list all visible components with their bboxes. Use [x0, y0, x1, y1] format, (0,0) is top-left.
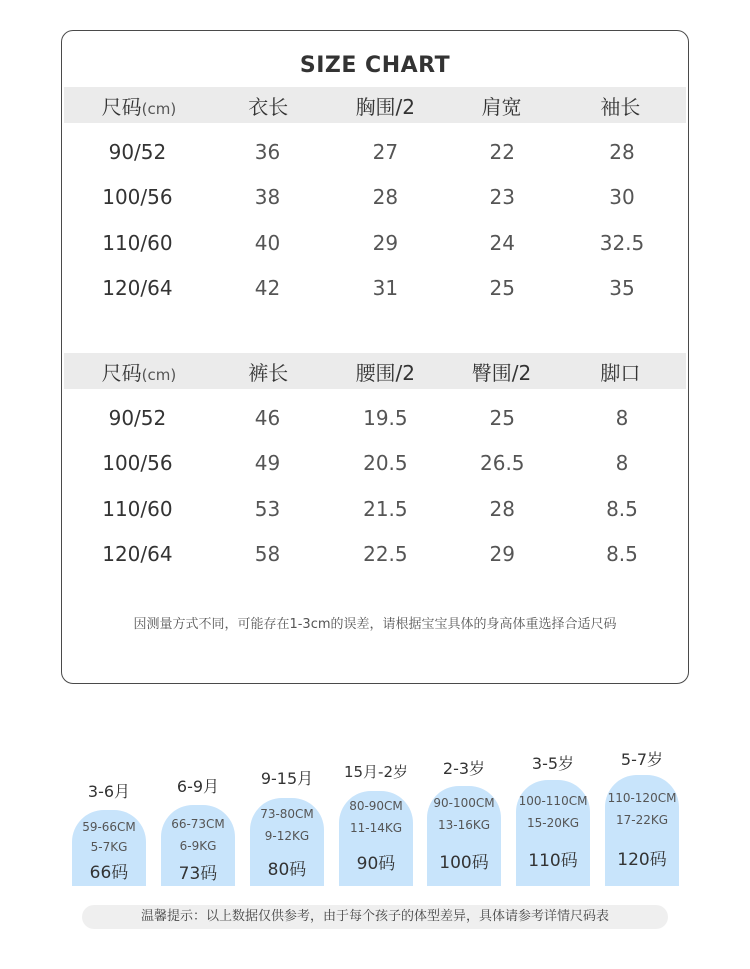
- size-code: 90码: [356, 854, 396, 874]
- size-code: 80码: [267, 860, 307, 880]
- size-code: 66码: [89, 863, 129, 883]
- header-size: 尺码(cm): [101, 94, 177, 119]
- header-leg-opening: 脚口: [600, 360, 641, 385]
- table-cell: 22.5: [363, 542, 408, 567]
- header-pant-length: 裤长: [248, 360, 289, 385]
- weight-range: 13-16KG: [437, 818, 491, 832]
- header-length: 衣长: [248, 94, 289, 119]
- table-cell: 100/56: [102, 451, 173, 476]
- table-cell: 21.5: [363, 496, 408, 521]
- table-cell: 53: [254, 496, 281, 521]
- table-cell: 36: [254, 139, 281, 164]
- table-cell: 20.5: [363, 451, 408, 476]
- table-cell: 49: [254, 451, 281, 476]
- weight-range: 5-7KG: [90, 840, 128, 854]
- table-cell: 35: [609, 276, 635, 301]
- table-cell: 110/60: [102, 230, 173, 255]
- age-label: 3-5岁: [531, 754, 575, 773]
- table-cell: 25: [489, 405, 515, 430]
- header-size: 尺码(cm): [101, 360, 177, 385]
- height-range: 100-110CM: [518, 794, 588, 808]
- header-waist: 腰围/2: [355, 360, 416, 385]
- height-range: 59-66CM: [82, 820, 136, 834]
- table-cell: 8: [615, 405, 629, 430]
- table-cell: 46: [254, 405, 281, 430]
- page-title: SIZE CHART: [299, 53, 451, 78]
- weight-range: 15-20KG: [526, 816, 580, 830]
- size-tag: [161, 805, 235, 886]
- size-tag: [72, 810, 146, 886]
- age-label: 2-3岁: [442, 759, 486, 778]
- table-cell: 30: [609, 185, 635, 210]
- table-cell: 58: [254, 542, 281, 567]
- table-cell: 29: [372, 230, 399, 255]
- table-cell: 19.5: [363, 405, 408, 430]
- table-cell: 29: [489, 542, 515, 567]
- table-cell: 26.5: [480, 451, 525, 476]
- table-cell: 27: [372, 139, 399, 164]
- size-tag: [250, 798, 324, 886]
- table-cell: 32.5: [599, 230, 645, 255]
- header-shoulder: 肩宽: [481, 94, 522, 119]
- weight-range: 17-22KG: [615, 813, 669, 827]
- table-cell: 22: [489, 139, 515, 164]
- table-cell: 110/60: [102, 496, 173, 521]
- age-label: 15月-2岁: [343, 763, 409, 781]
- size-tag: [516, 780, 590, 886]
- weight-range: 6-9KG: [179, 839, 217, 853]
- reminder-tip: 温馨提示：以上数据仅供参考，由于每个孩子的体型差异，具体请参考详情尺码表: [82, 905, 668, 929]
- height-range: 110-120CM: [607, 791, 677, 805]
- height-range: 90-100CM: [433, 796, 495, 810]
- weight-range: 11-14KG: [349, 821, 403, 835]
- table-cell: 8.5: [606, 496, 638, 521]
- height-range: 80-90CM: [349, 799, 403, 813]
- table-cell: 28: [609, 139, 635, 164]
- size-code: 73码: [178, 864, 218, 884]
- table-cell: 31: [372, 276, 399, 301]
- table-cell: 40: [254, 230, 281, 255]
- size-tag: [427, 786, 501, 886]
- size-tag: [339, 791, 413, 886]
- weight-range: 9-12KG: [264, 829, 310, 843]
- table-cell: 90/52: [108, 405, 167, 430]
- size-code: 110码: [528, 851, 578, 871]
- header-sleeve: 袖长: [600, 94, 641, 119]
- table-cell: 28: [489, 496, 515, 521]
- table-cell: 25: [489, 276, 515, 301]
- table-cell: 8.5: [606, 542, 638, 567]
- table-cell: 38: [254, 185, 281, 210]
- age-label: 9-15月: [260, 769, 314, 788]
- measurement-note: 因测量方式不同，可能存在1-3cm的误差，请根据宝宝具体的身高体重选择合适尺码: [133, 617, 617, 632]
- header-hip: 臀围/2: [471, 360, 532, 385]
- table-cell: 120/64: [102, 542, 173, 567]
- height-range: 73-80CM: [260, 807, 314, 821]
- table-cell: 120/64: [102, 276, 173, 301]
- table-cell: 42: [254, 276, 281, 301]
- age-label: 6-9月: [176, 777, 220, 796]
- header-chest: 胸围/2: [355, 94, 416, 119]
- age-label: 3-6月: [87, 782, 131, 801]
- table-cell: 24: [489, 230, 515, 255]
- size-code: 100码: [439, 853, 489, 873]
- table-cell: 28: [372, 185, 399, 210]
- table-cell: 100/56: [102, 185, 173, 210]
- size-code: 120码: [617, 850, 667, 870]
- table-cell: 8: [615, 451, 629, 476]
- height-range: 66-73CM: [171, 817, 225, 831]
- table-cell: 23: [489, 185, 515, 210]
- age-label: 5-7岁: [620, 750, 664, 769]
- size-tag: [605, 775, 679, 886]
- table-cell: 90/52: [108, 139, 167, 164]
